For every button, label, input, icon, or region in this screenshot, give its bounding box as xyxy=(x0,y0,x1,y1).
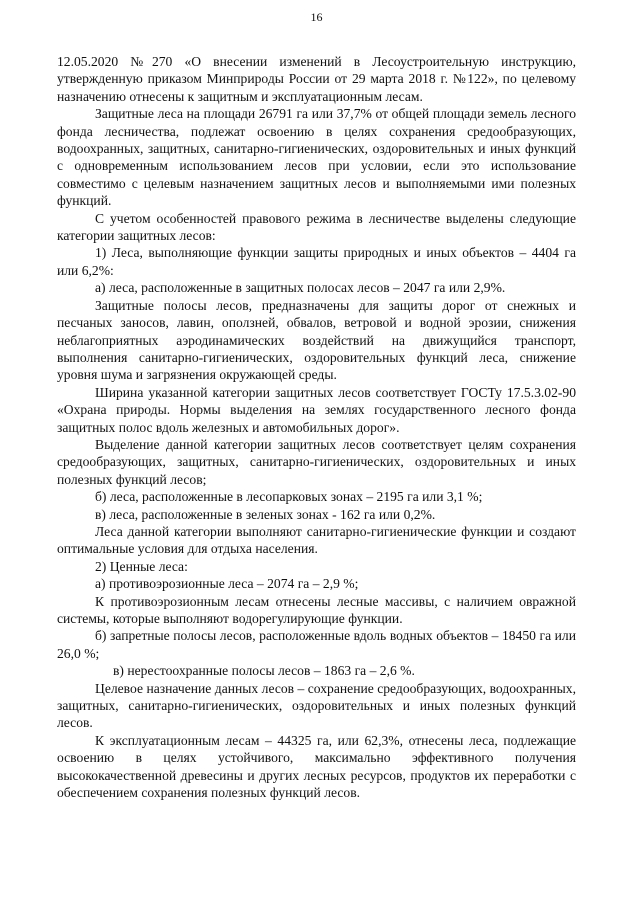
list-item-category-1: 1) Леса, выполняющие функции защиты природных и иных объектов – 4404 га или 6,2%: xyxy=(57,245,576,278)
list-item-category-1b: б) леса, расположенные в лесопарковых зонах – 2195 га или 3,1 %; xyxy=(95,489,483,505)
paragraph-order-reference: 12.05.2020 №270 «О внесении изменений в Лесоустроительную инструкцию, утвержденную приказом Минприроды России от 29 марта 2018 г. №122», по целевому назначению отнесены к защитным и эксплуатационным лесам. xyxy=(57,54,576,104)
list-item-category-2c: в) нерестоохранные полосы лесов – 1863 га – 2,6 %. xyxy=(113,663,415,679)
document-body xyxy=(57,53,576,801)
paragraph-operational-forests: К эксплуатационным лесам – 44325 га, или 62,3%, отнесены леса, подлежащие освоению в целях устойчивого, максимально эффективного получения высококачественной древесины и других лесных ресурсов, продуктов их переработки с обеспечением сохранения полезных функций лесов. xyxy=(57,732,576,801)
list-item-category-2a: а) противоэрозионные леса – 2074 га – 2,9 %; xyxy=(95,576,359,592)
list-item-category-2: 2) Ценные леса: xyxy=(95,558,188,574)
paragraph-categories-intro: С учетом особенностей правового режима в лесничестве выделены следующие категории защитных лесов: xyxy=(57,210,576,244)
page-number: 16 xyxy=(310,10,323,24)
paragraph-category-allocation: Выделение данной категории защитных лесов соответствует целям сохранения средообразующих, защитных, санитарно-гигиенических, оздоровительных и иных полезных функций лесов; xyxy=(57,436,576,487)
list-item-category-1c: в) леса, расположенные в зеленых зонах - 162 га или 0,2%. xyxy=(95,506,436,522)
paragraph-recreation-functions: Леса данной категории выполняют санитарно-гигиенические функции и создают оптимальные условия для отдыха населения. xyxy=(57,523,576,557)
list-item-category-2b: б) запретные полосы лесов, расположенные вдоль водных объектов – 18450 га или 26,0 %; xyxy=(57,628,576,661)
paragraph-anti-erosion-forests: К противоэрозионным лесам отнесены лесные массивы, с наличием овражной системы, которые выполняют водорегулирующие функции. xyxy=(57,593,576,626)
list-item-category-1a: а) леса, расположенные в защитных полосах лесов – 2047 га или 2,9%. xyxy=(95,280,506,296)
paragraph-protective-forests-area: Защитные леса на площади 26791 га или 37,7% от общей площади земель лесного фонда лесничества, подлежат освоению в целях сохранения средообразующих, водоохранных, защитных, санитарно-гигиенических, оздоровительных и иных функций с одновременным использованием лесов при условии, если это использование совместимо с целевым назначением защитных лесов и выполняемыми ими полезных функций. xyxy=(57,106,576,209)
paragraph-protective-strips-purpose: Защитные полосы лесов, предназначены для защиты дорог от снежных и песчаных заносов, лавин, оползней, обвалов, ветровой и водной эрозии, снижения неблагоприятных аэродинамических воздействий на движущийся транспорт, выполнения санитарно-гигиенических, оздоровительных функций леса, снижение уровня шума и загрязнения окружающей среды. xyxy=(57,297,576,383)
paragraph-strip-width-standard: Ширина указанной категории защитных лесов соответствует ГОСТу 17.5.3.02-90 «Охрана природы. Нормы выделения на землях государственного лесного фонда защитных полос вдоль железных и автомобильных дорог». xyxy=(57,384,576,435)
paragraph-purpose-of-forests: Целевое назначение данных лесов – сохранение средообразующих, водоохранных, защитных, санитарно-гигиенических, оздоровительных и иных полезных функций лесов. xyxy=(57,680,576,731)
